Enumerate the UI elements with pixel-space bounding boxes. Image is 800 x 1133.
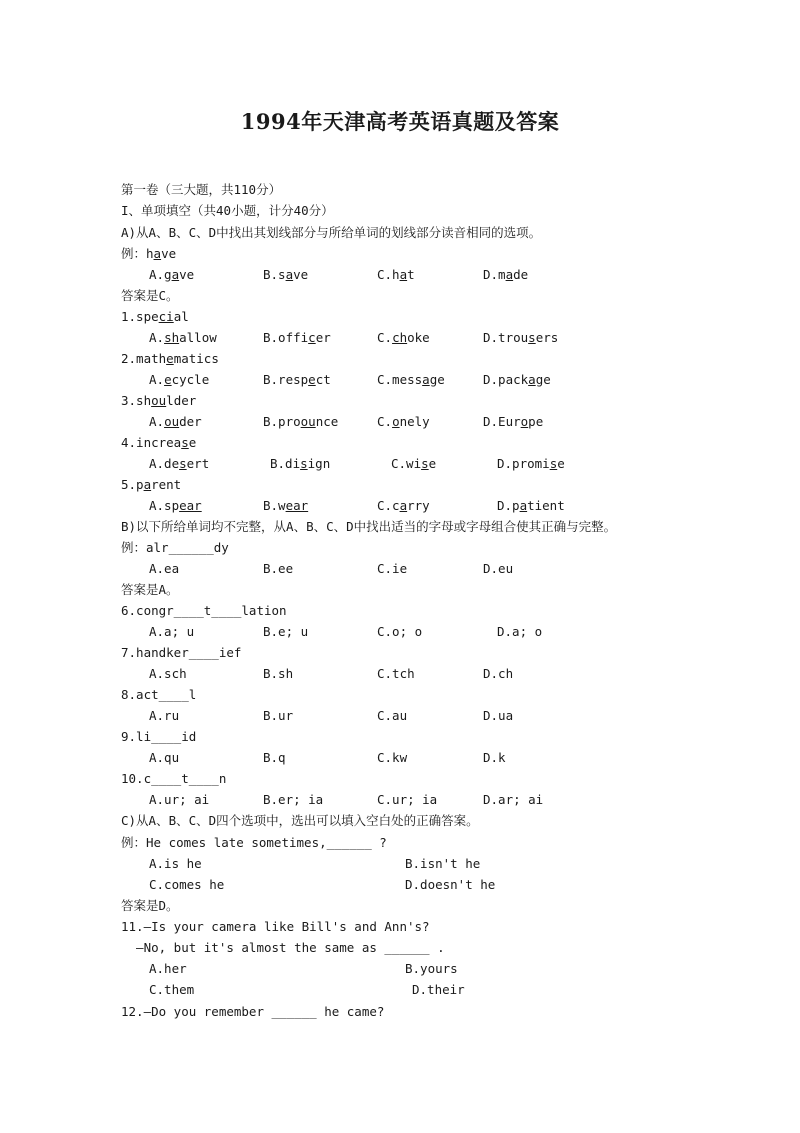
- question-11-line-2: —No, but it's almost the same as ______ .: [121, 940, 445, 955]
- example-b-prompt: 例：alr______dy: [121, 540, 229, 555]
- question-2-option-c: C.message: [377, 372, 445, 387]
- question-4-stem: 4.increase: [121, 435, 197, 450]
- example-a-option-a: A.gave: [149, 267, 195, 282]
- question-4-option-c: C.wise: [391, 456, 437, 471]
- question-9-option-b: B.q: [263, 750, 286, 765]
- question-10-option-a: A.ur; ai: [149, 792, 210, 807]
- question-3-option-b: B.proounce: [263, 414, 339, 429]
- example-c-option-b: B.isn't he: [405, 856, 481, 871]
- question-2-stem: 2.mathematics: [121, 351, 219, 366]
- question-8-stem: 8.act____l: [121, 687, 197, 702]
- question-11-option-c: C.them: [149, 982, 195, 997]
- example-a-option-c: C.hat: [377, 267, 415, 282]
- part-heading: 第一卷（三大题，共110分）: [121, 182, 282, 197]
- question-5-option-d: D.patient: [497, 498, 565, 513]
- example-b-option-a: A.ea: [149, 561, 180, 576]
- example-b-option-c: C.ie: [377, 561, 408, 576]
- question-4-option-d: D.promise: [497, 456, 565, 471]
- question-5-option-c: C.carry: [377, 498, 430, 513]
- instruction-a: A)从A、B、C、D中找出其划线部分与所给单词的划线部分读音相同的选项。: [121, 225, 542, 240]
- question-8-option-d: D.ua: [483, 708, 514, 723]
- example-b-option-b: B.ee: [263, 561, 294, 576]
- question-9-option-c: C.kw: [377, 750, 408, 765]
- question-10-option-b: B.er; ia: [263, 792, 324, 807]
- question-11-line-1: 11.—Is your camera like Bill's and Ann's?: [121, 919, 430, 934]
- example-c-prompt: 例：He comes late sometimes,______ ?: [121, 835, 387, 850]
- question-3-stem: 3.shoulder: [121, 393, 197, 408]
- question-5-stem: 5.parent: [121, 477, 182, 492]
- question-1-option-d: D.trousers: [483, 330, 559, 345]
- example-c-option-c: C.comes he: [149, 877, 225, 892]
- example-c-option-a: A.is he: [149, 856, 202, 871]
- question-7-option-a: A.sch: [149, 666, 187, 681]
- instruction-b: B)以下所给单词均不完整，从A、B、C、D中找出适当的字母或字母组合使其正确与完整。: [121, 519, 617, 534]
- question-2-option-d: D.package: [483, 372, 551, 387]
- question-10-option-c: C.ur; ia: [377, 792, 438, 807]
- question-5-option-a: A.spear: [149, 498, 202, 513]
- question-9-option-a: A.qu: [149, 750, 180, 765]
- page-title: 1994年天津高考英语真题及答案: [240, 109, 560, 134]
- question-1-stem: 1.special: [121, 309, 189, 324]
- question-6-stem: 6.congr____t____lation: [121, 603, 287, 618]
- section-heading: I、单项填空（共40小题，计分40分）: [121, 203, 334, 218]
- question-5-option-b: B.wear: [263, 498, 309, 513]
- example-a-option-b: B.save: [263, 267, 309, 282]
- question-10-stem: 10.c____t____n: [121, 771, 227, 786]
- question-9-stem: 9.li____id: [121, 729, 197, 744]
- question-4-option-b: B.disign: [270, 456, 331, 471]
- example-b-answer: 答案是A。: [121, 582, 179, 597]
- question-3-option-c: C.onely: [377, 414, 430, 429]
- example-a-answer: 答案是C。: [121, 288, 179, 303]
- question-1-option-b: B.officer: [263, 330, 331, 345]
- question-9-option-d: D.k: [483, 750, 506, 765]
- question-6-option-c: C.o; o: [377, 624, 423, 639]
- question-8-option-b: B.ur: [263, 708, 294, 723]
- question-3-option-d: D.Europe: [483, 414, 544, 429]
- question-6-option-b: B.e; u: [263, 624, 309, 639]
- question-1-option-c: C.choke: [377, 330, 430, 345]
- question-11-option-b: B.yours: [405, 961, 458, 976]
- instruction-c: C)从A、B、C、D四个选项中，选出可以填入空白处的正确答案。: [121, 813, 479, 828]
- question-7-stem: 7.handker____ief: [121, 645, 242, 660]
- question-10-option-d: D.ar; ai: [483, 792, 544, 807]
- example-a-option-d: D.made: [483, 267, 529, 282]
- example-c-option-d: D.doesn't he: [405, 877, 496, 892]
- question-8-option-c: C.au: [377, 708, 408, 723]
- example-a-prompt: 例：have: [121, 246, 177, 261]
- question-6-option-d: D.a; o: [497, 624, 543, 639]
- question-2-option-a: A.ecycle: [149, 372, 210, 387]
- example-c-answer: 答案是D。: [121, 898, 179, 913]
- question-3-option-a: A.ouder: [149, 414, 202, 429]
- question-7-option-d: D.ch: [483, 666, 514, 681]
- question-1-option-a: A.shallow: [149, 330, 217, 345]
- question-6-option-a: A.a; u: [149, 624, 195, 639]
- question-2-option-b: B.respect: [263, 372, 331, 387]
- question-11-option-d: D.their: [412, 982, 465, 997]
- question-12-line-1: 12.—Do you remember ______ he came?: [121, 1004, 385, 1019]
- question-8-option-a: A.ru: [149, 708, 180, 723]
- question-7-option-b: B.sh: [263, 666, 294, 681]
- example-b-option-d: D.eu: [483, 561, 514, 576]
- question-7-option-c: C.tch: [377, 666, 415, 681]
- question-4-option-a: A.desert: [149, 456, 210, 471]
- question-11-option-a: A.her: [149, 961, 187, 976]
